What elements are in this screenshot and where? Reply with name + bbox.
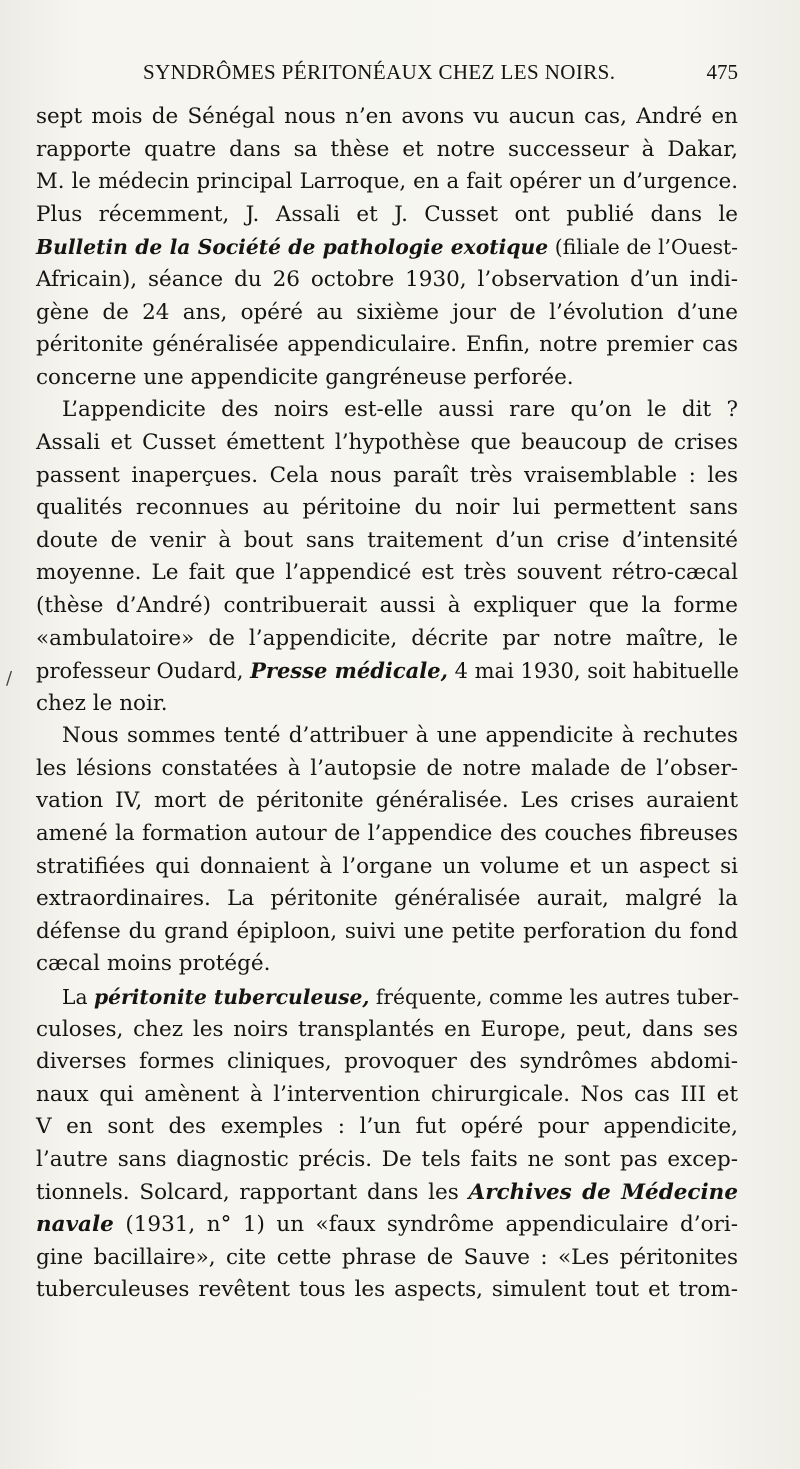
italic-title-segment: Presse médicale, (250, 658, 448, 684)
text-segment: gène de 24 ans, opéré au sixième jour de l’évolution d’une (36, 299, 738, 325)
text-segment: La (62, 985, 94, 1010)
italic-title-segment: Archives de Médecine (468, 1179, 738, 1205)
text-segment: extraordinaires. La péritonite généralisée aurait, malgré la (36, 886, 738, 912)
text-line (36, 916, 738, 949)
text-segment: Plus récemment, J. Assali et J. Cusset ont publié dans le (36, 201, 738, 227)
text-line (36, 753, 738, 786)
text-segment: 4 mai 1930, soit habituelle (447, 659, 739, 684)
text-segment: les lésions constatées à l’autopsie de notre malade de l’obser- (36, 755, 738, 781)
text-segment: (filiale de l’Ouest- (548, 235, 738, 260)
body-text (36, 101, 738, 1307)
text-line (36, 199, 738, 232)
text-line (36, 1144, 738, 1177)
text-segment: M. le médecin principal Larroque, en a fait opérer un d’urgence. (36, 169, 738, 195)
text-line (36, 492, 738, 525)
text-line (36, 720, 738, 753)
text-line (36, 264, 738, 297)
text-line (36, 590, 738, 623)
text-segment: L’appendicite des noirs est-elle aussi rare qu’on le dit ? (62, 397, 738, 423)
text-segment: vation IV, mort de péritonite généralisée. Les crises auraient (36, 788, 738, 814)
margin-mark-icon: / (6, 668, 13, 689)
text-segment: cæcal moins protégé. (36, 951, 271, 977)
running-head (40, 58, 738, 88)
text-line (36, 101, 738, 134)
text-segment: l’autre sans diagnostic précis. De tels faits ne sont pas excep- (36, 1147, 738, 1172)
text-line (36, 948, 738, 981)
text-line (36, 818, 738, 851)
text-line (36, 1177, 738, 1210)
italic-title-segment: péritonite tuberculeuse, (93, 985, 370, 1010)
text-line (36, 1111, 738, 1144)
text-segment: sept mois de Sénégal nous n’en avons vu aucun cas, André en (36, 104, 738, 129)
text-line (36, 1209, 738, 1242)
text-line (36, 981, 738, 1014)
text-segment: passent inaperçues. Cela nous paraît très vraisemblable : les (36, 462, 738, 488)
text-line (36, 688, 738, 721)
text-segment: professeur Oudard, (36, 659, 251, 684)
text-segment: V en sont des exemples : l’un fut opéré pour appendicite, (36, 1114, 738, 1140)
text-segment: amené la formation autour de l’appendice des couches fibreuses (36, 821, 738, 847)
text-segment: chez le noir. (36, 690, 168, 716)
text-segment: «ambulatoire» de l’appendicite, décrite par notre maître, le (36, 625, 738, 651)
text-line (36, 851, 738, 884)
text-segment: concerne une appendicite gangréneuse perforée. (36, 364, 574, 390)
text-line (36, 460, 738, 493)
text-segment: tuberculeuses revêtent tous les aspects, simulent tout et trom- (36, 1277, 738, 1303)
text-line (36, 166, 738, 199)
text-segment: fréquente, comme les autres tuber- (369, 985, 740, 1010)
text-segment: moyenne. Le fait que l’appendicé est très souvent rétro-cæcal (36, 560, 738, 586)
text-line (36, 394, 738, 427)
text-segment: Nous sommes tenté d’attribuer à une appendicite à rechutes (62, 723, 738, 749)
text-segment: (thèse d’André) contribuerait aussi à expliquer que la forme (36, 592, 738, 618)
text-segment: gine bacillaire», cite cette phrase de Sauve : «Les péritonites (36, 1244, 738, 1270)
text-segment: péritonite généralisée appendiculaire. Enfin, notre premier cas (36, 332, 738, 358)
text-line (36, 655, 738, 688)
text-segment: défense du grand épiploon, suivi une petite perforation du fond (36, 918, 738, 944)
text-segment: Africain), séance du 26 octobre 1930, l’observation d’un indi- (36, 266, 738, 292)
page-number: 475 (706, 60, 738, 84)
text-line (36, 1079, 738, 1112)
text-segment: stratifiées qui donnaient à l’organe un volume et un aspect si (36, 853, 738, 879)
text-segment: qualités reconnues au péritoine du noir lui permettent sans (36, 495, 738, 521)
text-line (36, 525, 738, 558)
text-line (36, 1046, 738, 1079)
text-line (36, 362, 738, 395)
text-segment: doute de venir à bout sans traitement d’un crise d’intensité (36, 527, 738, 553)
text-segment: culoses, chez les noirs transplantés en Europe, peut, dans ses (36, 1016, 738, 1042)
text-line (36, 883, 738, 916)
italic-title-segment: navale (36, 1212, 114, 1238)
text-line (36, 1274, 738, 1307)
text-segment: Assali et Cusset émettent l’hypothèse que beaucoup de crises (36, 429, 738, 455)
text-segment: tionnels. Solcard, rapportant dans les (36, 1179, 469, 1205)
text-segment: naux qui amènent à l’intervention chirurgicale. Nos cas III et (36, 1081, 738, 1107)
text-segment: rapporte quatre dans sa thèse et notre successeur à Dakar, (36, 136, 738, 162)
italic-title-segment: Bulletin de la Société de pathologie exotique (36, 235, 549, 260)
text-line (36, 1242, 738, 1275)
text-line (36, 785, 738, 818)
text-line (36, 231, 738, 264)
text-line (36, 427, 738, 460)
text-segment: diverses formes cliniques, provoquer des syndrômes abdomi- (36, 1049, 738, 1075)
text-line (36, 1014, 738, 1047)
text-line (36, 557, 738, 590)
text-segment: (1931, n° 1) un «faux syndrôme appendiculaire d’ori- (113, 1212, 738, 1238)
text-line (36, 134, 738, 167)
text-line (36, 623, 738, 656)
text-line (36, 297, 738, 330)
running-title: SYNDRÔMES PÉRITONÉAUX CHEZ LES NOIRS. (143, 60, 616, 84)
text-line (36, 329, 738, 362)
